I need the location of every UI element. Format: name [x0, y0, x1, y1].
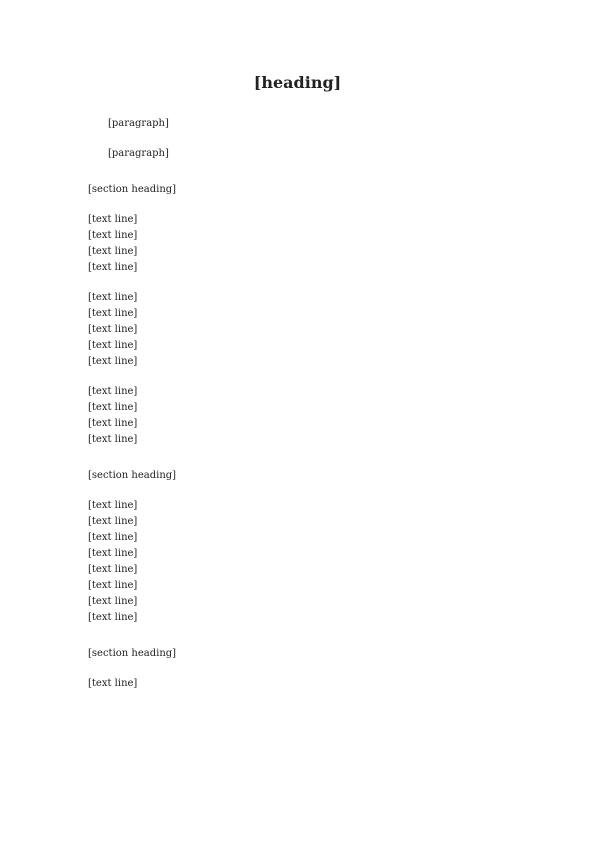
text-line: [text line]: [88, 356, 138, 367]
text-line: [text line]: [88, 230, 138, 241]
text-line: [text line]: [88, 308, 138, 319]
content-block: [88, 676, 507, 692]
text-line: [text line]: [88, 434, 138, 445]
text-line: [text line]: [88, 324, 138, 335]
section-heading: [section heading]: [88, 184, 177, 195]
text-line: [text line]: [88, 402, 138, 413]
section-heading: [section heading]: [88, 648, 177, 659]
text-line: [text line]: [88, 500, 138, 511]
text-line: [text line]: [88, 612, 138, 623]
text-line: [text line]: [88, 580, 138, 591]
text-line: [text line]: [88, 532, 138, 543]
text-line: [text line]: [88, 596, 138, 607]
text-line: [text line]: [88, 246, 138, 257]
text-line: [text line]: [88, 548, 138, 559]
text-line: [text line]: [88, 262, 138, 273]
content-block: [88, 212, 507, 276]
body-paragraph: [paragraph]: [108, 148, 169, 159]
section-heading: [section heading]: [88, 470, 177, 481]
text-line: [text line]: [88, 340, 138, 351]
text-line: [text line]: [88, 292, 138, 303]
document-title: [heading]: [253, 73, 342, 92]
text-line: [text line]: [88, 418, 138, 429]
body-paragraph: [paragraph]: [108, 118, 169, 129]
content-block: [88, 498, 507, 626]
text-line: [text line]: [88, 386, 138, 397]
text-line: [text line]: [88, 678, 138, 689]
content-block: [88, 290, 507, 370]
text-line: [text line]: [88, 564, 138, 575]
text-line: [text line]: [88, 214, 138, 225]
content-block: [88, 384, 507, 448]
text-line: [text line]: [88, 516, 138, 527]
